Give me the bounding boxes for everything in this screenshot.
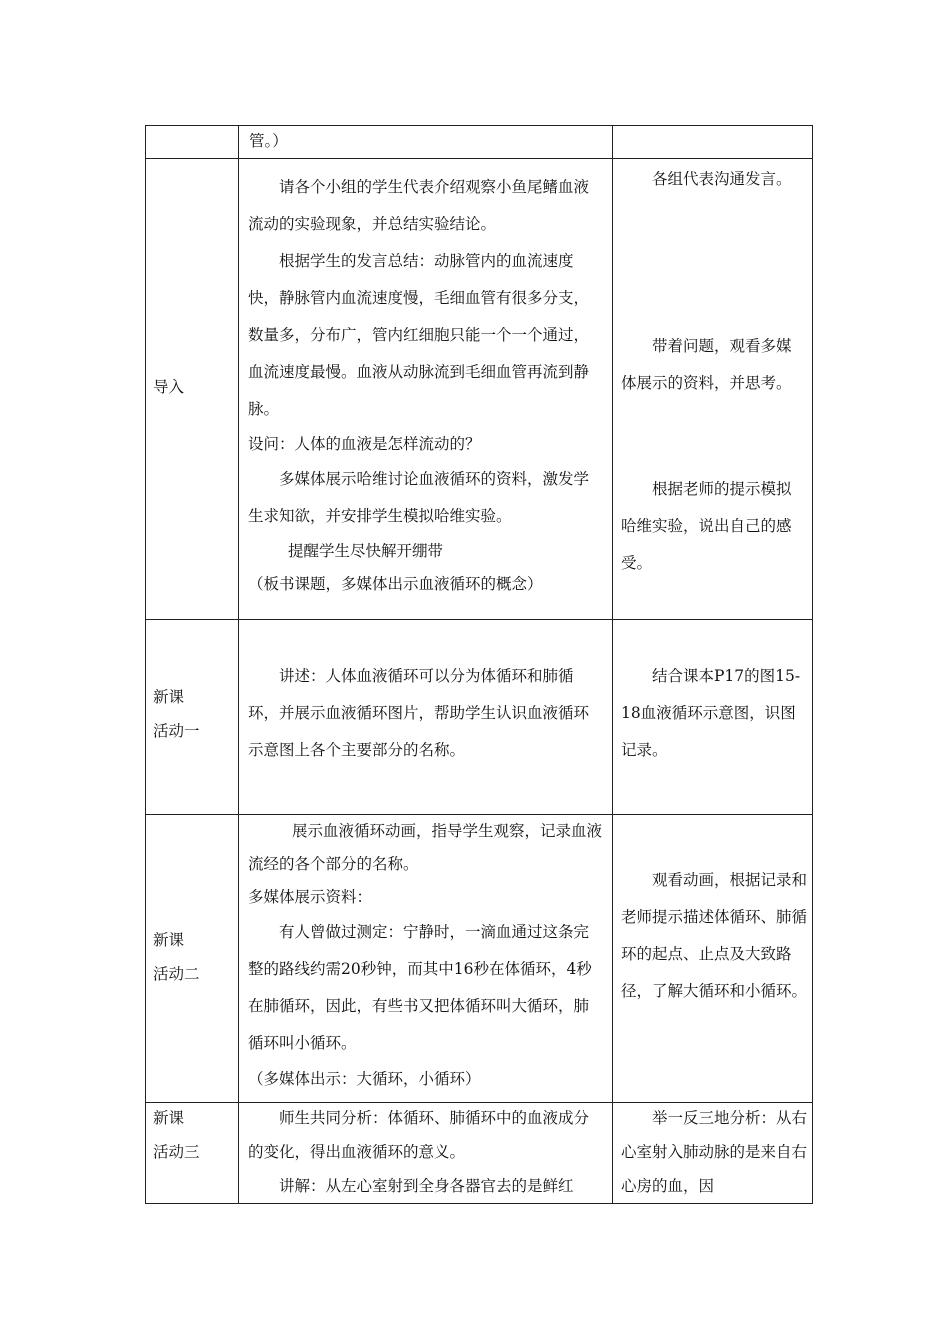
table-border-bottom	[145, 1203, 813, 1204]
paragraph: 多媒体展示哈维讨论血液循环的资料，激发学生求知欲，并安排学生模拟哈维实验。	[248, 470, 590, 525]
row-label-activity-3: 新课 活动三	[153, 1109, 200, 1161]
row-1-content	[248, 169, 604, 601]
paragraph: 管。）	[249, 132, 288, 150]
row-label-intro: 导入	[153, 378, 185, 396]
table-border-left	[145, 125, 146, 1203]
student-activity: 各组代表沟通发言。	[652, 170, 792, 188]
row-4-content	[248, 1101, 604, 1203]
paragraph: 展示血液循环动画，指导学生观察，记录血液流经的各个部分的名称。	[248, 822, 603, 873]
row-0-content	[249, 123, 599, 160]
student-activity: 结合课本P17的图15-18血液循环示意图，识图记录。	[621, 667, 801, 759]
row-4-student	[621, 1101, 807, 1203]
student-activity: 根据老师的提示模拟哈维实验，说出自己的感受。	[621, 480, 792, 572]
row-3-student	[621, 862, 807, 1010]
paragraph: 讲述：人体血液循环可以分为体循环和肺循环，并展示血液循环图片，帮助学生认识血液循环示意图上各个主要部分的名称。	[248, 667, 590, 759]
student-activity: 带着问题，观看多媒体展示的资料，并思考。	[621, 337, 792, 392]
paragraph: 根据学生的发言总结：动脉管内的血流速度快，静脉管内血流速度慢，毛细血管有很多分支，数量多，分布广，管内红细胞只能一个一个通过，血流速度最慢。血液从动脉流到毛细血管再流到静脉。	[248, 252, 590, 418]
row-1-student	[621, 471, 805, 582]
student-activity: 观看动画，根据记录和老师提示描述体循环、肺循环的起点、止点及大致路径，了解大循环和小循环。	[621, 871, 808, 1000]
row-2-content	[248, 658, 604, 769]
row-divider	[145, 619, 813, 620]
row-1-student	[621, 328, 805, 402]
paragraph: 设问：人体的血液是怎样流动的？	[248, 435, 481, 453]
paragraph: 师生共同分析：体循环、肺循环中的血液成分的变化，得出血液循环的意义。	[248, 1109, 590, 1161]
lesson-plan-table	[145, 125, 813, 1203]
student-activity: 举一反三地分析：从右心室射入肺动脉的是来自右心房的血，因	[621, 1109, 808, 1195]
column-divider	[238, 125, 239, 1203]
paragraph: 多媒体展示资料：	[248, 888, 373, 906]
row-3-content	[248, 815, 604, 1096]
row-1-student	[621, 161, 807, 198]
paragraph: （板书课题，多媒体出示血液循环的概念）	[248, 575, 543, 593]
row-label-activity-2: 新课 活动二	[153, 931, 200, 983]
paragraph: （多媒体出示：大循环，小循环）	[248, 1070, 481, 1088]
row-2-student	[621, 658, 807, 769]
paragraph: 请各个小组的学生代表介绍观察小鱼尾鳍血液流动的实验现象，并总结实验结论。	[248, 178, 590, 233]
paragraph: 提醒学生尽快解开绷带	[288, 542, 444, 560]
row-label-activity-1: 新课 活动一	[153, 688, 200, 740]
paragraph: 讲解：从左心室射到全身各器官去的是鲜红	[279, 1177, 574, 1195]
paragraph: 有人曾做过测定：宁静时，一滴血通过这条完整的路线约需20秒钟，而其中16秒在体循环，4秒在肺循环，因此，有些书又把体循环叫大循环，肺循环叫小循环。	[248, 923, 592, 1052]
column-divider	[612, 125, 613, 1203]
table-border-right	[812, 125, 813, 1203]
